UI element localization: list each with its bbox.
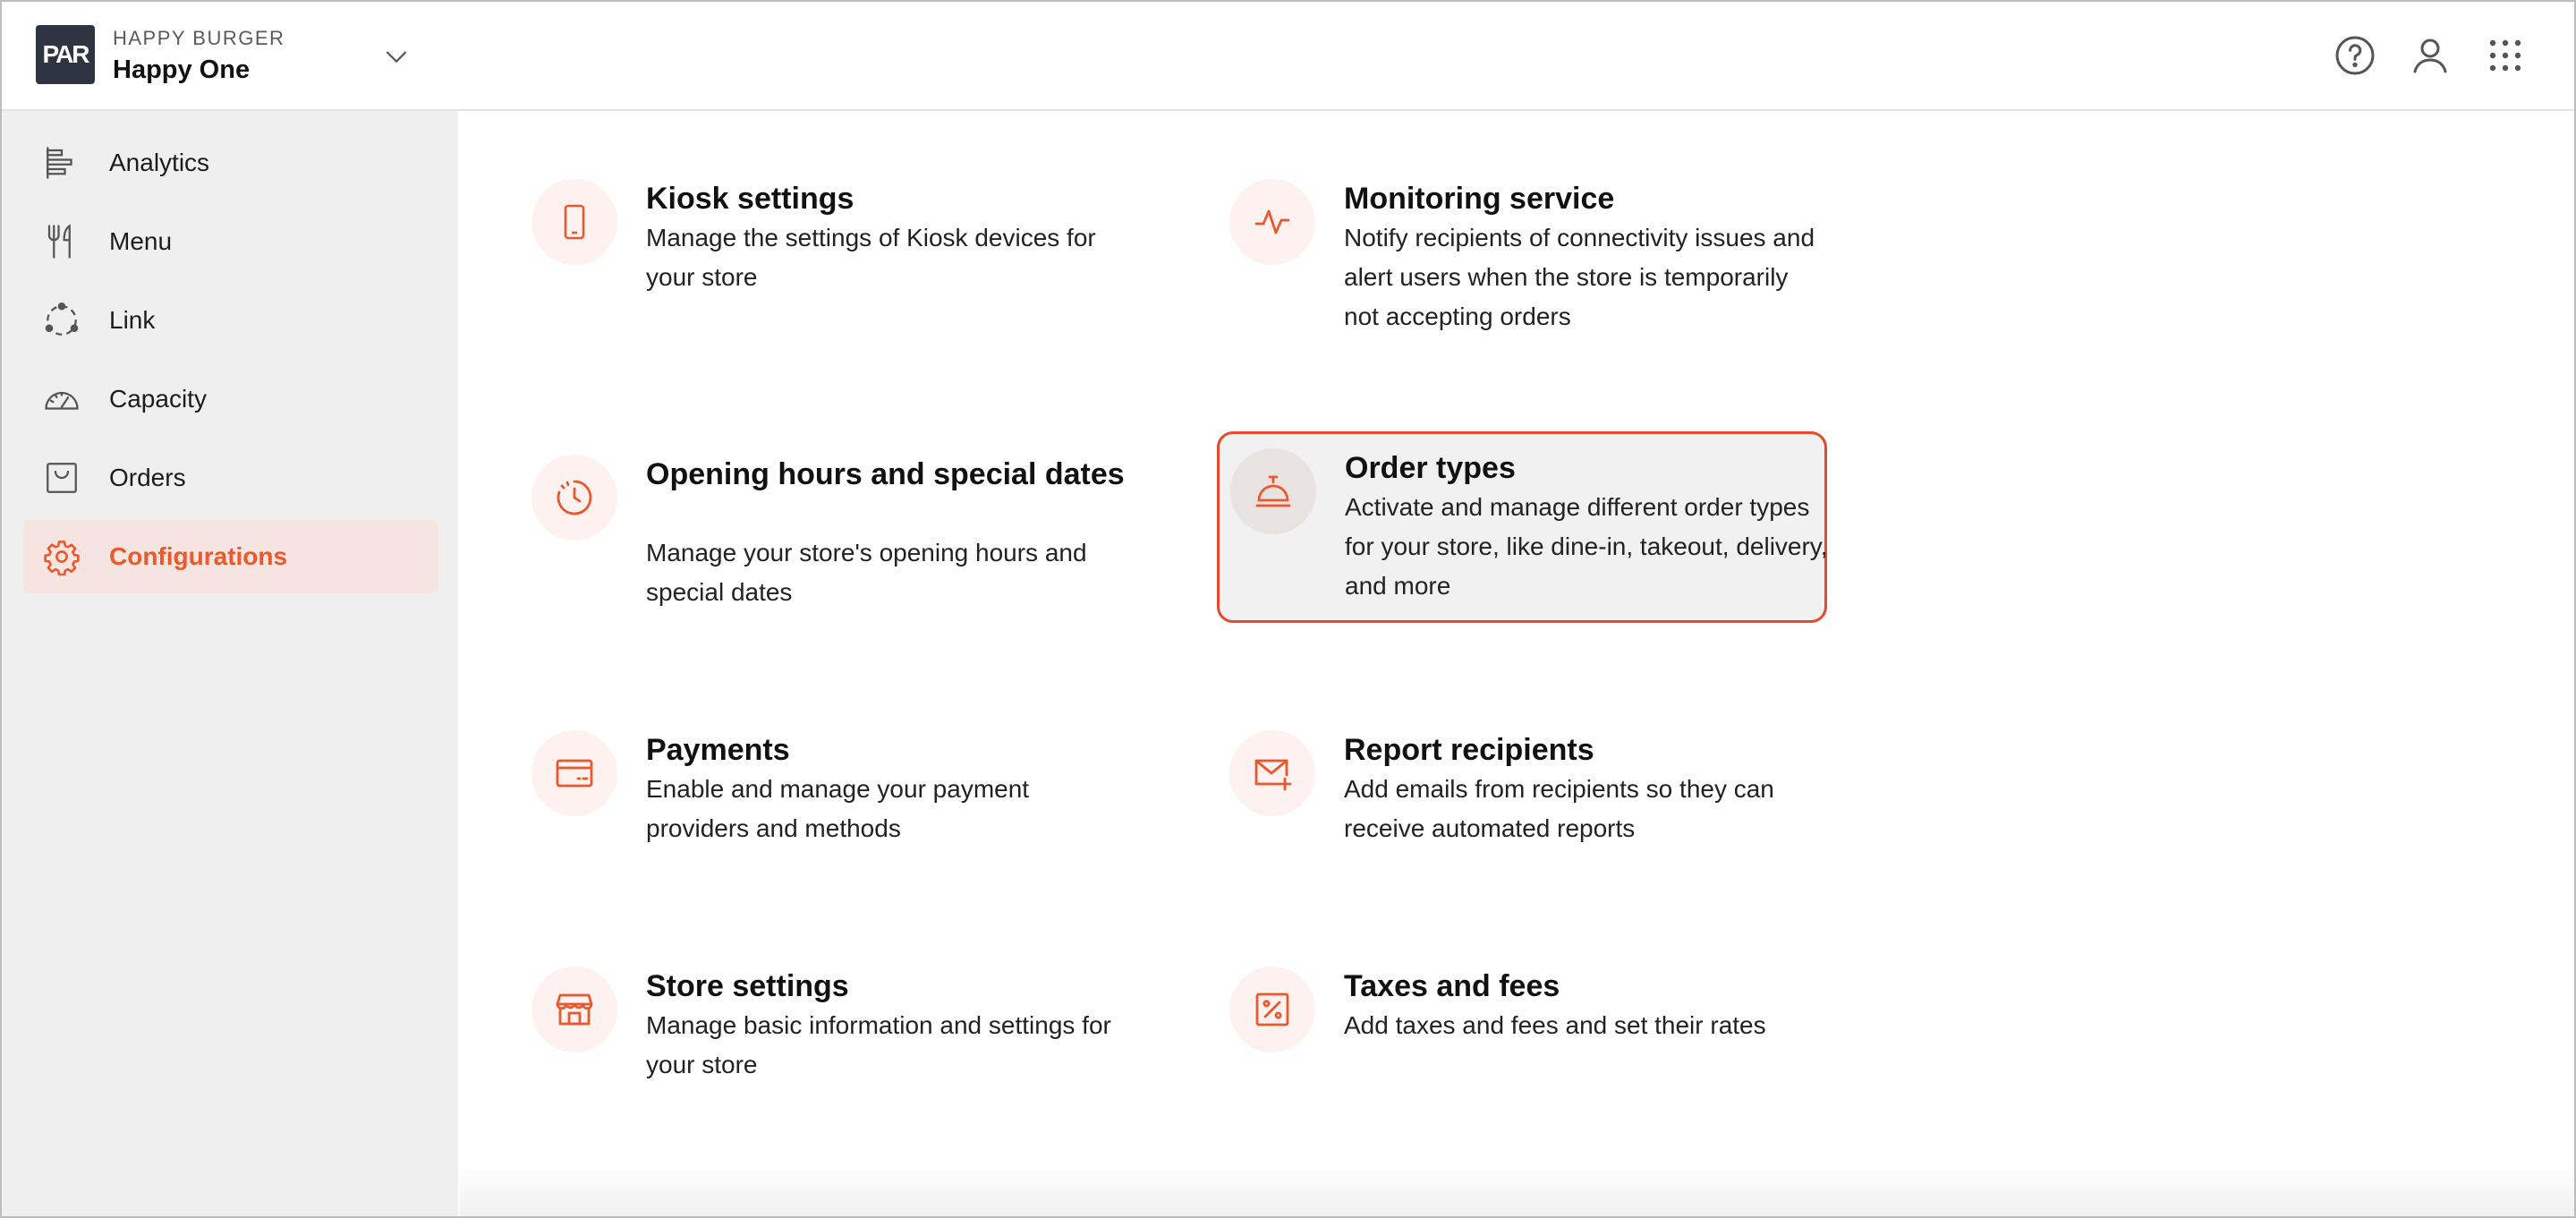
pulse-icon <box>1251 200 1294 243</box>
card-store-settings[interactable] <box>521 959 1129 1147</box>
top-header <box>2 2 2574 111</box>
card-icon-wrap <box>531 967 617 1052</box>
card-order-types[interactable] <box>1217 431 1827 623</box>
sidebar-item-menu[interactable] <box>23 205 438 278</box>
sidebar-item-label: Link <box>109 306 156 334</box>
gauge-icon <box>43 380 81 418</box>
mail-plus-icon <box>1251 752 1294 795</box>
configurations-grid <box>460 111 2574 1218</box>
card-description: Enable and manage your payment providers and methods <box>646 775 1030 842</box>
user-icon[interactable] <box>2409 34 2452 77</box>
sidebar-item-configurations[interactable] <box>23 520 438 593</box>
chevron-down-icon[interactable] <box>381 41 412 72</box>
bottom-fade <box>460 1164 2574 1218</box>
card-title: Kiosk settings <box>646 182 854 216</box>
fork-knife-icon <box>43 223 81 260</box>
service-bell-icon <box>1252 470 1295 513</box>
sidebar-item-analytics[interactable] <box>23 126 438 200</box>
apps-grid-icon[interactable] <box>2484 34 2527 77</box>
analytics-icon <box>43 144 81 182</box>
sidebar-item-label: Analytics <box>109 149 210 176</box>
card-description: Manage your store's opening hours and special dates <box>646 539 1087 606</box>
card-monitoring-service[interactable] <box>1219 172 1827 360</box>
brand-name: HAPPY BURGER <box>113 27 285 49</box>
storefront-icon <box>553 988 596 1031</box>
card-description: Add emails from recipients so they can receive automated reports <box>1344 775 1774 842</box>
card-taxes-and-fees[interactable] <box>1219 959 1827 1147</box>
sidebar-item-label: Capacity <box>109 385 207 413</box>
card-title: Report recipients <box>1344 733 1594 767</box>
card-title: Order types <box>1345 451 1516 485</box>
card-kiosk-settings[interactable] <box>521 172 1129 360</box>
store-name[interactable]: Happy One <box>113 55 251 84</box>
card-icon-wrap <box>1229 730 1315 816</box>
card-opening-hours[interactable] <box>521 447 1129 635</box>
card-description: Activate and manage different order types for your store, like dine-in, takeout, delivery, and more <box>1345 493 1828 600</box>
sidebar-item-label: Configurations <box>109 542 288 570</box>
card-payments[interactable] <box>521 723 1129 911</box>
card-title: Store settings <box>646 969 849 1003</box>
card-icon-wrap <box>1229 967 1315 1052</box>
sidebar <box>2 111 458 1218</box>
sidebar-item-orders[interactable] <box>23 441 438 515</box>
card-icon-wrap <box>1230 448 1316 534</box>
card-icon-wrap <box>531 730 617 816</box>
card-description: Manage the settings of Kiosk devices for your store <box>646 224 1096 291</box>
card-icon-wrap <box>1229 179 1315 265</box>
card-description: Notify recipients of connectivity issues and alert users when the store is temporarily not accepting orders <box>1344 224 1815 330</box>
card-icon-wrap <box>531 179 617 265</box>
card-report-recipients[interactable] <box>1219 723 1827 911</box>
sidebar-item-capacity[interactable] <box>23 362 438 436</box>
card-title: Opening hours and special dates <box>646 457 1125 491</box>
card-title: Taxes and fees <box>1344 969 1560 1003</box>
sidebar-item-link[interactable] <box>23 284 438 357</box>
card-icon-wrap <box>531 455 617 541</box>
gear-icon <box>43 538 81 575</box>
credit-card-icon <box>553 752 596 795</box>
card-title: Payments <box>646 733 790 767</box>
card-title: Monitoring service <box>1344 182 1615 216</box>
par-logo[interactable]: PAR <box>36 25 95 84</box>
card-description: Add taxes and fees and set their rates <box>1344 1011 1766 1039</box>
percent-icon <box>1251 988 1294 1031</box>
sidebar-item-label: Menu <box>109 227 173 255</box>
clock-icon <box>553 476 596 519</box>
card-description: Manage basic information and settings for your store <box>646 1011 1111 1078</box>
bag-icon <box>43 459 81 497</box>
link-icon <box>43 302 81 339</box>
tablet-icon <box>553 200 596 243</box>
help-icon[interactable] <box>2334 34 2376 77</box>
sidebar-item-label: Orders <box>109 464 186 491</box>
